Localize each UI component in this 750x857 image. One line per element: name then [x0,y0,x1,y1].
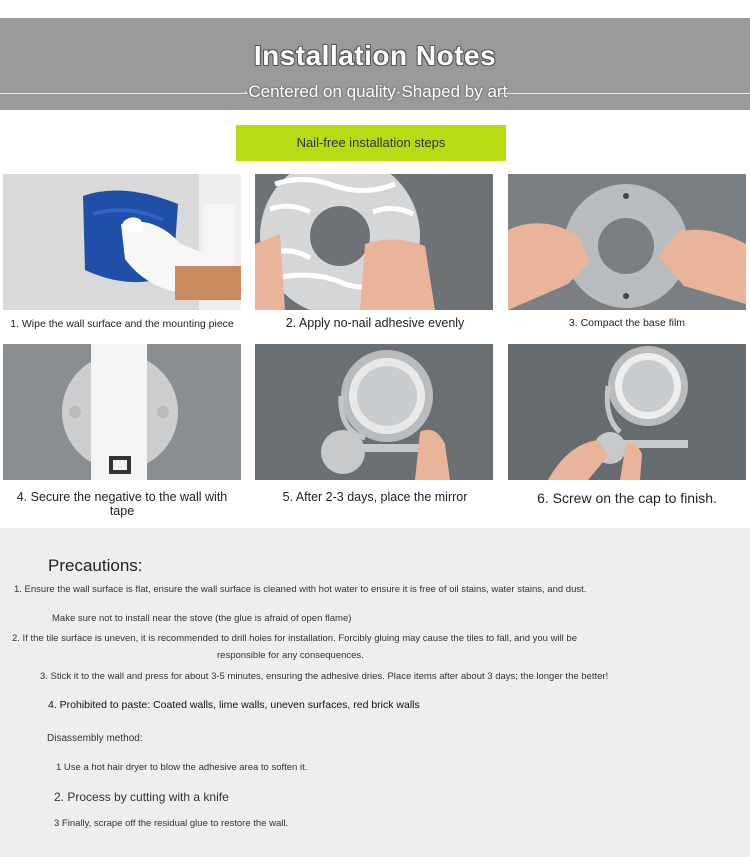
precaution-line-1: 1. Ensure the wall surface is flat, ensure the wall surface is cleaned with hot water to ensure it is free of oil stains, water stains, and dust. [14,584,587,595]
precautions-panel [0,528,750,857]
step-6-photo [508,344,746,480]
precaution-line-2: 2. If the tile surface is uneven, it is recommended to drill holes for installation. Forcibly gluing may cause the tiles to fall, and you will be [12,633,577,644]
step-3-photo [508,174,746,310]
step-5-photo [255,344,493,480]
page-subtitle: ·Centered on quality·Shaped by art [242,82,508,101]
step-2-caption: 2. Apply no-nail adhesive evenly [285,316,465,330]
disassembly-title: Disassembly method: [47,733,143,744]
disassembly-step-3: 3 Finally, scrape off the residual glue to restore the wall. [54,818,289,829]
precaution-line-3: 3. Stick it to the wall and press for about 3-5 minutes, ensuring the adhesive dries. Place items after about 3 days; the longer the better! [40,671,609,682]
precaution-line-4: 4. Prohibited to paste: Coated walls, lime walls, uneven surfaces, red brick walls [48,699,420,711]
precaution-line-1b: Make sure not to install near the stove (the glue is afraid of open flame) [52,613,352,624]
page-title: Installation Notes [253,40,497,71]
step-1-photo [3,174,241,310]
step-5-caption: 5. After 2-3 days, place the mirror [282,490,468,504]
step-4-photo [3,344,241,480]
header-banner [0,18,750,110]
disassembly-step-2: 2. Process by cutting with a knife [54,790,229,804]
precautions-title: Precautions: [48,556,143,575]
step-3-caption: 3. Compact the base film [568,317,686,329]
step-6-caption: 6. Screw on the cap to finish. [537,490,717,506]
steps-label: Nail-free installation steps [236,125,506,161]
step-4-caption: 4. Secure the negative to the wall with tape [16,490,228,518]
precaution-line-2b: responsible for any consequences. [217,650,364,661]
step-1-caption: 1. Wipe the wall surface and the mounting piece [10,318,234,330]
step-2-photo [255,174,493,310]
disassembly-step-1: 1 Use a hot hair dryer to blow the adhesive area to soften it. [56,762,308,773]
